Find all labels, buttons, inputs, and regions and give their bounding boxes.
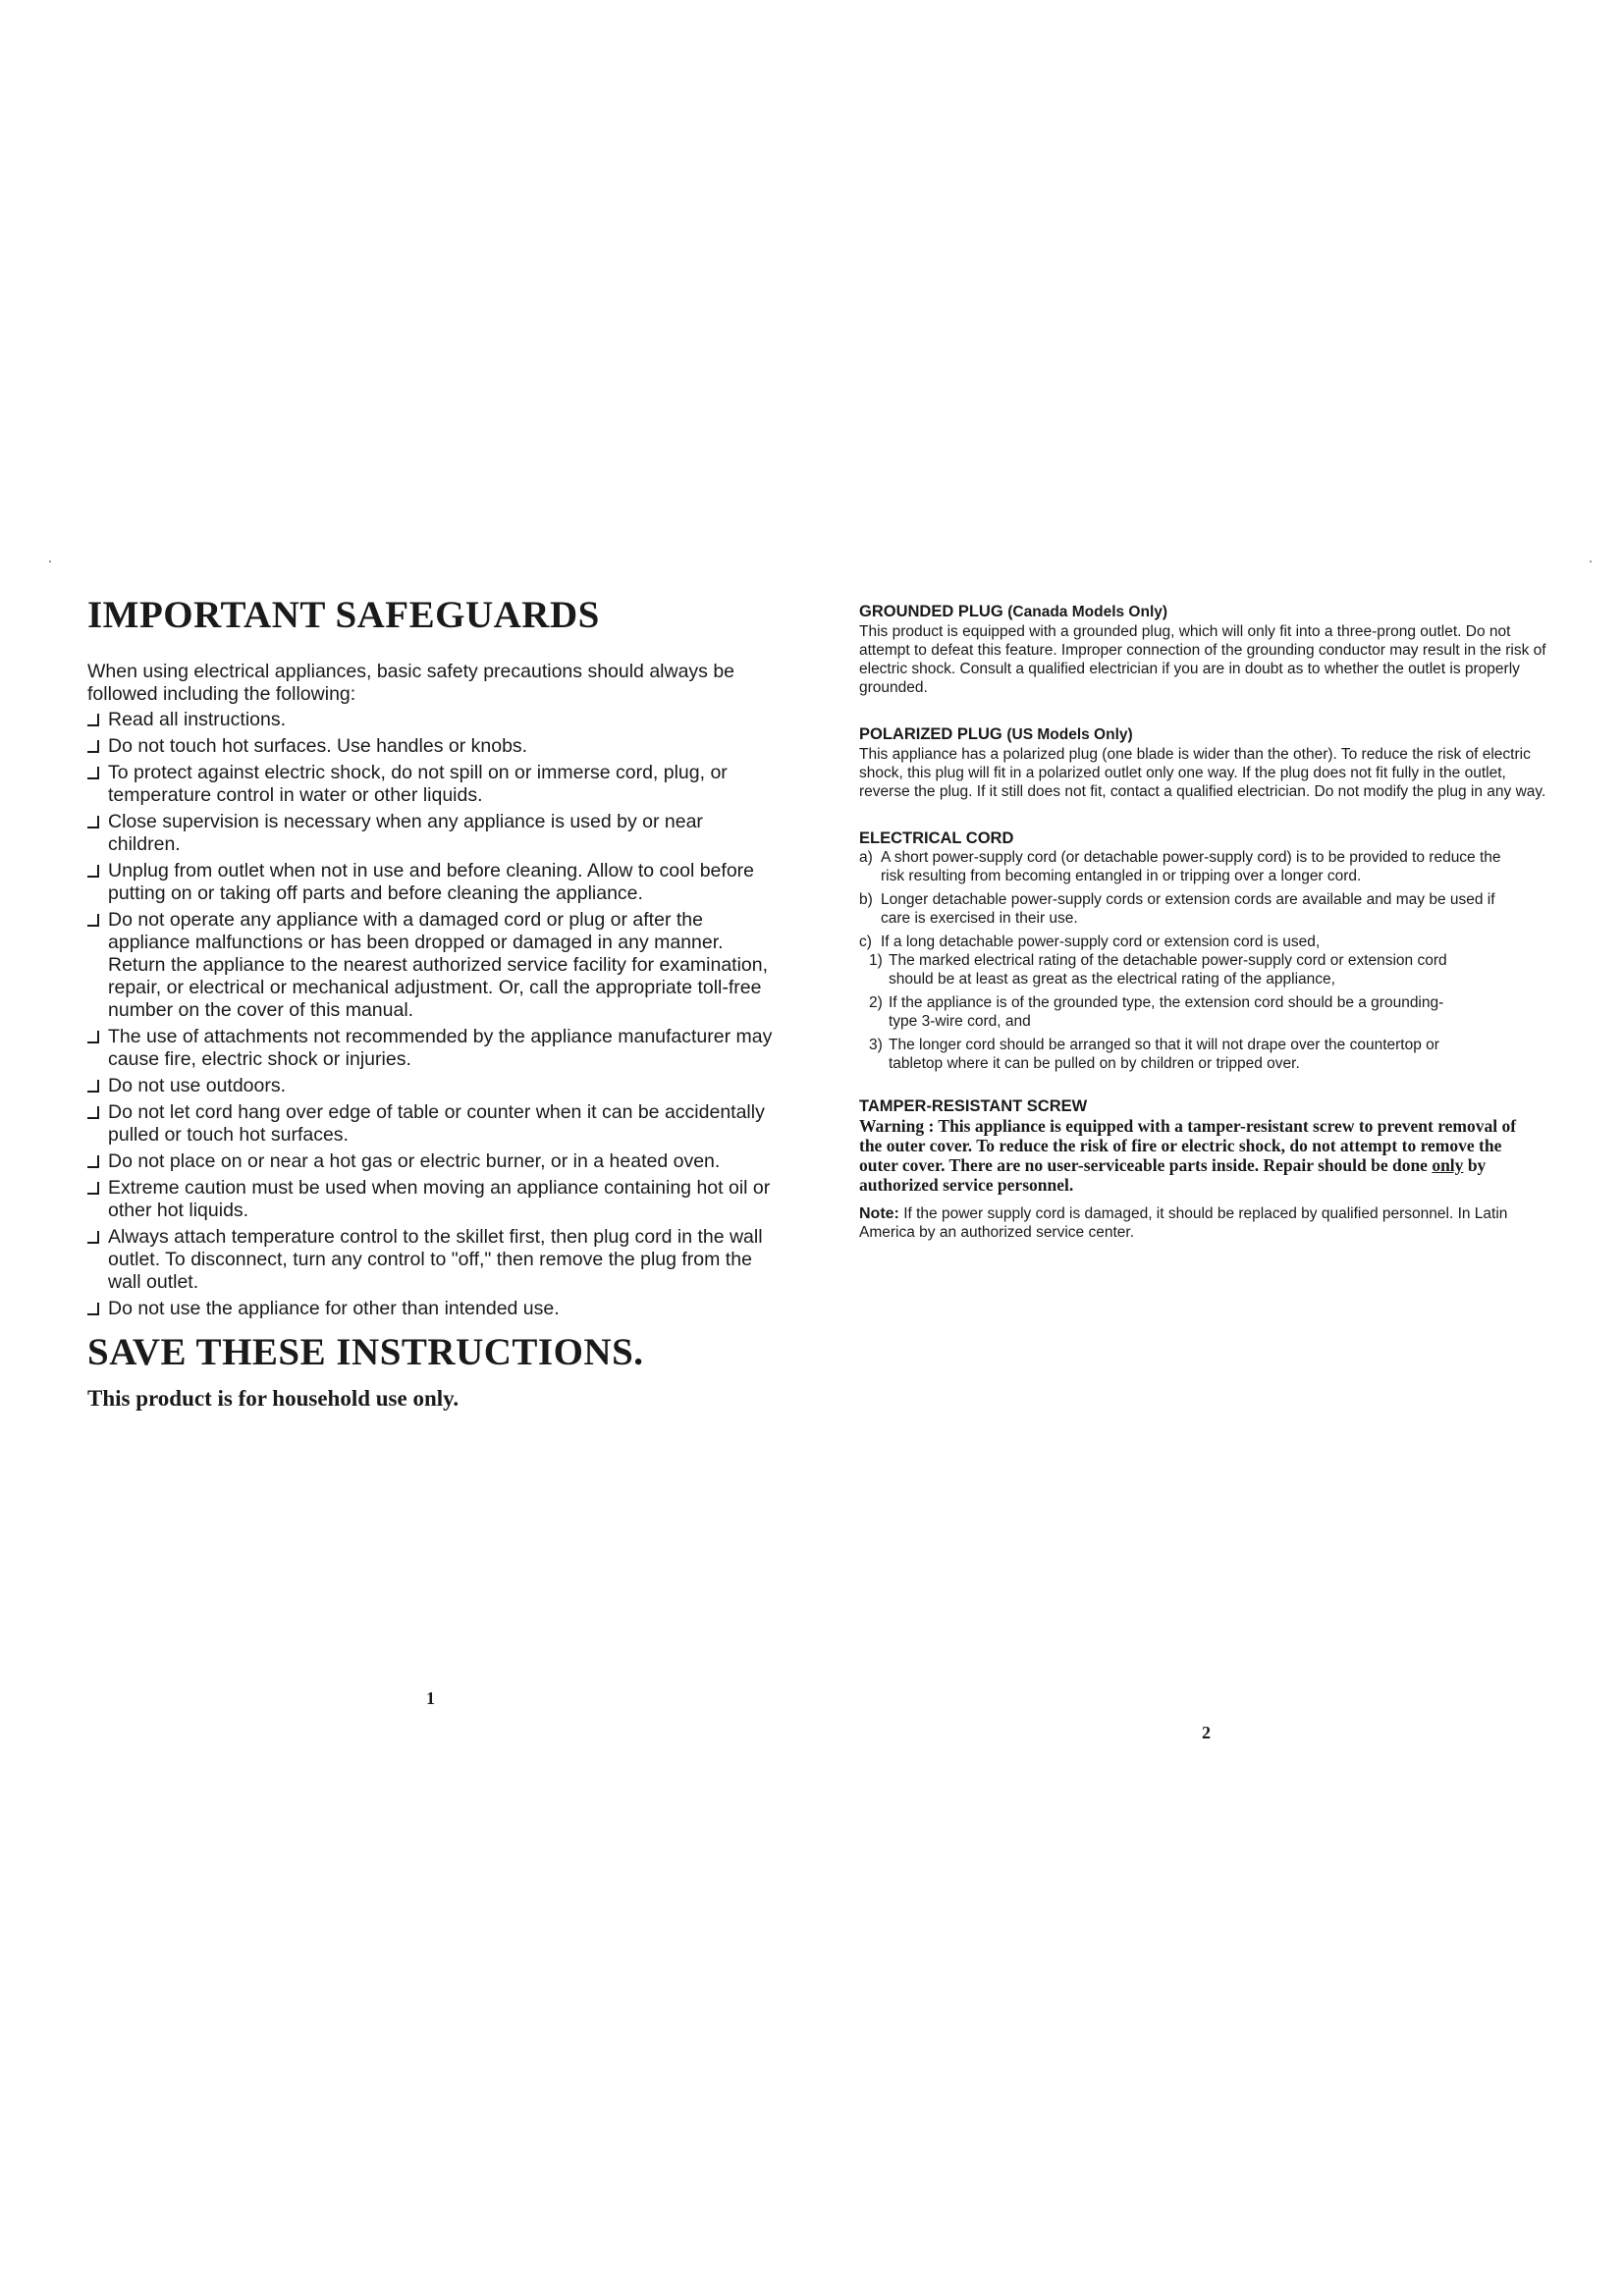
safeguard-item: Read all instructions.: [87, 709, 775, 731]
grounded-plug-text: This product is equipped with a grounded plug, which will only fit into a three-prong outlet. Do not attempt to defeat this feature. Improper connection of the grounding conductor may result in the risk of electric shock. Consult a qualified electrician if you are in doubt as to whether the outlet is properly grounded.: [859, 623, 1546, 696]
safeguard-item: Do not operate any appliance with a damaged cord or plug or after the appliance malfunctions or has been dropped or damaged in any manner. Return the appliance to the nearest authorized service facility for examination, repair, or electrical or mechanical adjustment. Or, call the appropriate toll-free number on the cover of this manual.: [87, 909, 775, 1022]
safeguard-item: Do not use outdoors.: [87, 1075, 775, 1097]
safeguard-item: Do not touch hot surfaces. Use handles or knobs.: [87, 735, 775, 758]
checkbox-bullet-icon: [87, 1106, 99, 1119]
polarized-plug-heading: POLARIZED PLUG (US Models Only): [859, 725, 1133, 743]
power-cord-note: Note: If the power supply cord is damaged, it should be replaced by qualified personnel. In Latin America by an authorized service center.: [859, 1205, 1508, 1241]
electrical-cord-list: [859, 848, 1546, 1073]
checkbox-bullet-icon: [87, 816, 99, 828]
checkbox-bullet-icon: [87, 1303, 99, 1315]
page-title: IMPORTANT SAFEGUARDS: [87, 594, 600, 636]
checkbox-bullet-icon: [87, 1231, 99, 1244]
safeguard-item: Do not place on or near a hot gas or electric burner, or in a heated oven.: [87, 1150, 775, 1173]
cord-item: a) A short power-supply cord (or detachable power-supply cord) is to be provided to reduce the risk resulting from becoming entangled in or tripping over a longer cord.: [859, 849, 1501, 884]
checkbox-bullet-icon: [87, 914, 99, 927]
household-use-note: This product is for household use only.: [87, 1385, 460, 1411]
checkbox-bullet-icon: [87, 1155, 99, 1168]
checkbox-bullet-icon: [87, 1031, 99, 1043]
safeguard-item: Unplug from outlet when not in use and before cleaning. Allow to cool before putting on or taking off parts and before cleaning the appliance.: [87, 860, 775, 905]
cord-item: b) Longer detachable power-supply cords or extension cords are available and may be used if care is exercised in their use.: [859, 891, 1495, 927]
checkbox-bullet-icon: [87, 1080, 99, 1093]
electrical-cord-heading: ELECTRICAL CORD: [859, 829, 1014, 847]
checkbox-bullet-icon: [87, 865, 99, 878]
tamper-warning-text: Warning : This appliance is equipped with a tamper-resistant screw to prevent removal of the outer cover. To reduce the risk of fire or electric shock, do not attempt to remove the outer cover. There are no user-serviceable parts inside. Repair should be done only by authorized service personnel.: [859, 1116, 1517, 1195]
cord-subitem: 1) The marked electrical rating of the detachable power-supply cord or extension cord should be at least as great as the electrical rating of the appliance,: [869, 952, 1447, 988]
page-number-2: 2: [1202, 1723, 1211, 1742]
page-number-1: 1: [426, 1688, 435, 1708]
intro-text: When using electrical appliances, basic safety precautions should always be followed including the following:: [87, 660, 735, 705]
cord-subitem: 2) If the appliance is of the grounded type, the extension cord should be a grounding-type 3-wire cord, and: [869, 994, 1444, 1030]
polarized-plug-text: This appliance has a polarized plug (one blade is wider than the other). To reduce the risk of electric shock, this plug will fit in a polarized outlet only one way. If the plug does not fit fully in the outlet, reverse the plug. If it still does not fit, contact a qualified electrician. Do not modify the plug in any way.: [859, 746, 1546, 800]
page-one: [87, 595, 775, 1412]
tamper-screw-heading: TAMPER-RESISTANT SCREW: [859, 1097, 1088, 1115]
cord-item: c) If a long detachable power-supply cord or extension cord is used, 1) The marked electrical rating of the detachable power-supply cord or extension cord should be at least as great as the electrical rating of the appliance, 2) If the appliance is of the grounded type, the extension cord should be a grounding-type 3-wire cord, and 3) The longer cord should be arranged so that it will not drape over the countertop or tabletop where it can be pulled on by children or tripped over.: [859, 933, 1546, 1073]
cord-sublist: [859, 951, 1546, 1073]
safeguard-item: Extreme caution must be used when moving an appliance containing hot oil or other hot liquids.: [87, 1177, 775, 1222]
cord-subitem: 3) The longer cord should be arranged so that it will not drape over the countertop or tabletop where it can be pulled on by children or tripped over.: [869, 1037, 1439, 1072]
safeguard-item: To protect against electric shock, do not spill on or immerse cord, plug, or temperature control in water or other liquids.: [87, 762, 775, 807]
save-instructions-heading: SAVE THESE INSTRUCTIONS.: [87, 1330, 644, 1373]
safeguard-item: Close supervision is necessary when any appliance is used by or near children.: [87, 811, 775, 856]
page-two: [859, 602, 1546, 1242]
grounded-plug-heading: GROUNDED PLUG (Canada Models Only): [859, 603, 1168, 620]
scan-speck: [1590, 561, 1592, 562]
checkbox-bullet-icon: [87, 1182, 99, 1195]
safeguard-item: The use of attachments not recommended by the appliance manufacturer may cause fire, electric shock or injuries.: [87, 1026, 775, 1071]
checkbox-bullet-icon: [87, 714, 99, 726]
safeguards-list: [87, 709, 775, 1320]
safeguard-item: Do not let cord hang over edge of table or counter when it can be accidentally pulled or touch hot surfaces.: [87, 1101, 775, 1147]
checkbox-bullet-icon: [87, 767, 99, 779]
scan-speck: [49, 561, 51, 562]
safeguard-item: Do not use the appliance for other than intended use.: [87, 1298, 775, 1320]
safeguard-item: Always attach temperature control to the skillet first, then plug cord in the wall outlet. To disconnect, turn any control to "off," then remove the plug from the wall outlet.: [87, 1226, 775, 1294]
checkbox-bullet-icon: [87, 740, 99, 753]
